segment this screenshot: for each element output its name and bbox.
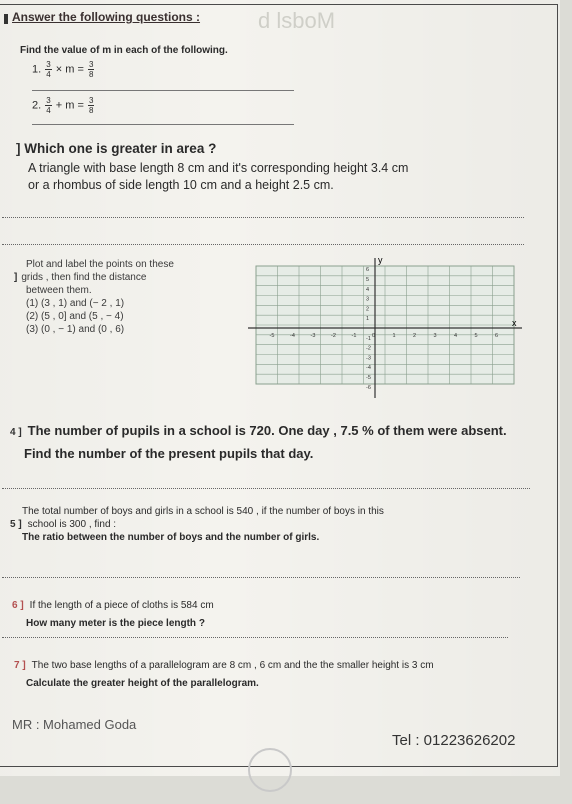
q3-instructions <box>14 258 174 336</box>
answer-line <box>2 637 508 638</box>
y-tick-label: 3 <box>366 296 370 303</box>
y-tick-label: -6 <box>366 384 371 391</box>
answer-line <box>32 124 294 125</box>
x-tick-label: -1 <box>351 333 357 339</box>
y-tick-label: -3 <box>366 355 371 362</box>
q1-equation-1 <box>32 60 95 79</box>
denominator: 8 <box>88 70 94 79</box>
answer-line <box>32 90 294 91</box>
q5-line: The ratio between the number of boys and the number of girls. <box>22 532 320 543</box>
numerator: 3 <box>46 96 51 105</box>
y-tick-label: 1 <box>366 316 370 323</box>
q3-point-pair: (1) (3 , 1) and (− 2 , 1) <box>26 298 125 309</box>
fraction <box>45 96 51 115</box>
q5-text <box>10 505 384 544</box>
y-axis-label: y <box>378 255 383 265</box>
question-marker: ] <box>14 272 18 283</box>
answer-line <box>2 217 524 218</box>
fraction <box>45 60 51 79</box>
stamp-mark <box>248 748 292 792</box>
x-tick-label: 3 <box>433 333 437 339</box>
q6-text <box>12 597 214 633</box>
denominator: 4 <box>46 106 51 115</box>
teacher-name: MR : Mohamed Goda <box>12 717 137 732</box>
operator: + m = <box>55 99 84 112</box>
x-tick-label: 5 <box>474 333 478 339</box>
y-tick-label: 2 <box>366 306 370 313</box>
x-tick-label: -5 <box>269 333 275 339</box>
fraction <box>88 60 94 79</box>
numerator: 3 <box>46 60 51 69</box>
numerator: 3 <box>88 60 94 69</box>
x-tick-label: -4 <box>290 333 295 339</box>
x-tick-label: 0 <box>372 333 376 339</box>
question-marker: 7 ] <box>14 660 26 671</box>
q1-equation-2 <box>32 96 95 115</box>
x-tick-label: 2 <box>413 333 417 339</box>
q6-line: If the length of a piece of cloths is 584 cm <box>29 600 214 611</box>
y-tick-label: 4 <box>366 286 370 293</box>
operator: × m = <box>55 63 84 76</box>
q7-line: Calculate the greater height of the parallelogram. <box>26 678 259 689</box>
bullet-marker <box>4 14 8 24</box>
coordinate-grid <box>244 254 526 402</box>
q1-prompt: Find the value of m in each of the following. <box>20 45 228 56</box>
q3-point-pair: (3) (0 , − 1) and (0 , 6) <box>26 324 125 335</box>
worksheet-title: Answer the following questions : <box>12 10 201 24</box>
q7-text <box>14 657 434 693</box>
q6-line: How many meter is the piece length ? <box>26 618 205 629</box>
y-tick-label: -4 <box>366 365 371 372</box>
x-axis-label: x <box>512 318 517 328</box>
y-tick-label: 6 <box>366 267 370 274</box>
q2-line: or a rhombus of side length 10 cm and a height 2.5 cm. <box>28 178 334 192</box>
x-tick-label: -3 <box>310 333 316 339</box>
question-marker: ] <box>16 141 21 156</box>
q3-point-pair: (2) (5 , 0] and (5 , − 4) <box>26 311 124 322</box>
q5-line: school is 300 , find : <box>27 519 117 530</box>
question-marker: 5 ] <box>10 519 22 530</box>
q4-text <box>10 420 507 464</box>
question-marker: 6 ] <box>12 600 24 611</box>
x-tick-label: 1 <box>392 333 396 339</box>
q3-line: Plot and label the points on these <box>26 259 174 270</box>
numerator: 3 <box>88 96 94 105</box>
question-marker: 4 ] <box>10 427 22 438</box>
fraction <box>88 96 94 115</box>
q2-heading-text: Which one is greater in area ? <box>24 141 217 156</box>
q1-item-number: 1. <box>32 63 42 76</box>
q3-line: between them. <box>26 285 92 296</box>
q5-line: The total number of boys and girls in a school is 540 , if the number of boys in this <box>22 506 384 517</box>
denominator: 8 <box>88 106 94 115</box>
answer-line <box>2 577 520 578</box>
q1-item-number: 2. <box>32 99 42 112</box>
watermark-text: d lsboM <box>258 8 336 33</box>
x-tick-label: -2 <box>331 333 336 339</box>
q2-body <box>28 160 528 194</box>
y-tick-label: -5 <box>366 375 371 381</box>
q4-line: Find the number of the present pupils that day. <box>24 446 314 461</box>
x-tick-label: 6 <box>495 333 499 339</box>
x-tick-label: 4 <box>454 333 458 339</box>
q2-heading <box>16 141 216 156</box>
denominator: 4 <box>46 70 51 79</box>
answer-line <box>2 488 530 489</box>
y-tick-label: -2 <box>366 345 371 352</box>
answer-line <box>2 244 524 245</box>
q3-line: grids , then find the distance <box>21 272 147 283</box>
teacher-phone: Tel : 01223626202 <box>392 732 516 749</box>
q4-line: The number of pupils in a school is 720. One day , 7.5 % of them were absent. <box>27 423 507 438</box>
q2-line: A triangle with base length 8 cm and it's corresponding height 3.4 cm <box>28 161 409 175</box>
q7-line: The two base lengths of a parallelogram are 8 cm , 6 cm and the the smaller height is 3 cm <box>31 660 434 671</box>
y-tick-label: 5 <box>366 277 370 283</box>
y-tick-label: -1 <box>366 335 371 342</box>
